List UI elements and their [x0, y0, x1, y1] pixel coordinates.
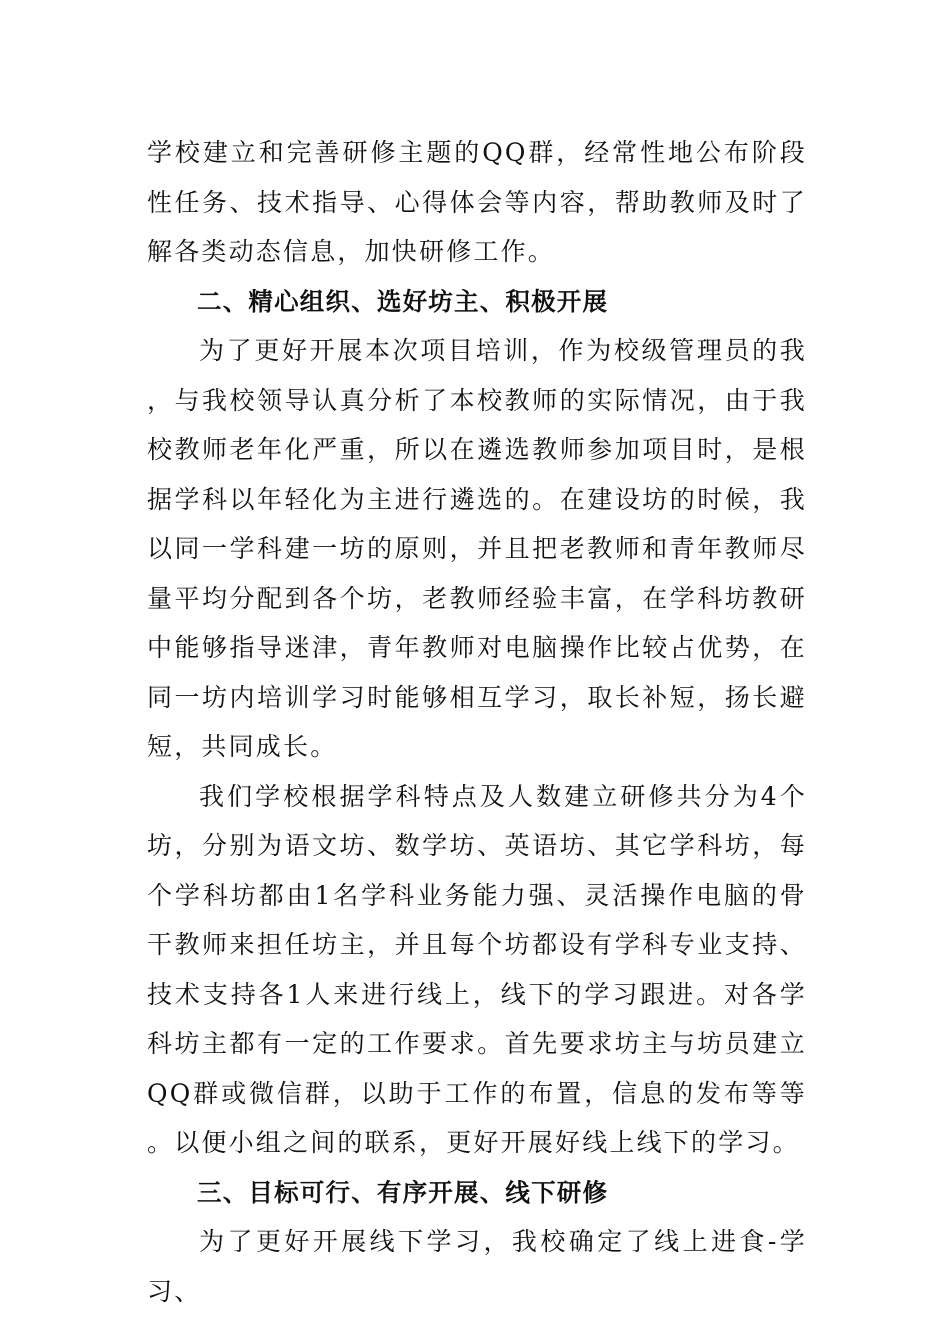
- document-body: [147, 128, 807, 1316]
- paragraph-subject-workshops: 我们学校根据学科特点及人数建立研修共分为4个坊，分别为语文坊、数学坊、英语坊、其它学科坊，每个学科坊都由1名学科业务能力强、灵活操作电脑的骨干教师来担任坊主，并且每个坊都设有学科专业支持、技术支持各1人来进行线上，线下的学习跟进。对各学科坊主都有一定的工作要求。首先要求坊主与坊员建立QQ群或微信群，以助于工作的布置，信息的发布等等。以便小组之间的联系，更好开展好线上线下的学习。: [147, 781, 807, 1157]
- paragraph-project-training: 为了更好开展本次项目培训，作为校级管理员的我，与我校领导认真分析了本校教师的实际情况，由于我校教师老年化严重，所以在遴选教师参加项目时，是根据学科以年轻化为主进行遴选的。在建设坊的时候，我以同一学科建一坊的原则，并且把老教师和青年教师尽量平均分配到各个坊，老教师经验丰富，在学科坊教研中能够指导迷津，青年教师对电脑操作比较占优势，在同一坊内培训学习时能够相互学习，取长补短，扬长避短，共同成长。: [147, 336, 807, 761]
- section-heading-3: 三、目标可行、有序开展、线下研修: [197, 1177, 609, 1207]
- section-heading-2: 二、精心组织、选好坊主、积极开展: [197, 286, 609, 316]
- paragraph-offline-learning: 为了更好开展线下学习，我校确定了线上进食-学习、: [147, 1227, 807, 1306]
- paragraph-qq-group: 学校建立和完善研修主题的QQ群，经常性地公布阶段性任务、技术指导、心得体会等内容，帮助教师及时了解各类动态信息，加快研修工作。: [147, 138, 807, 266]
